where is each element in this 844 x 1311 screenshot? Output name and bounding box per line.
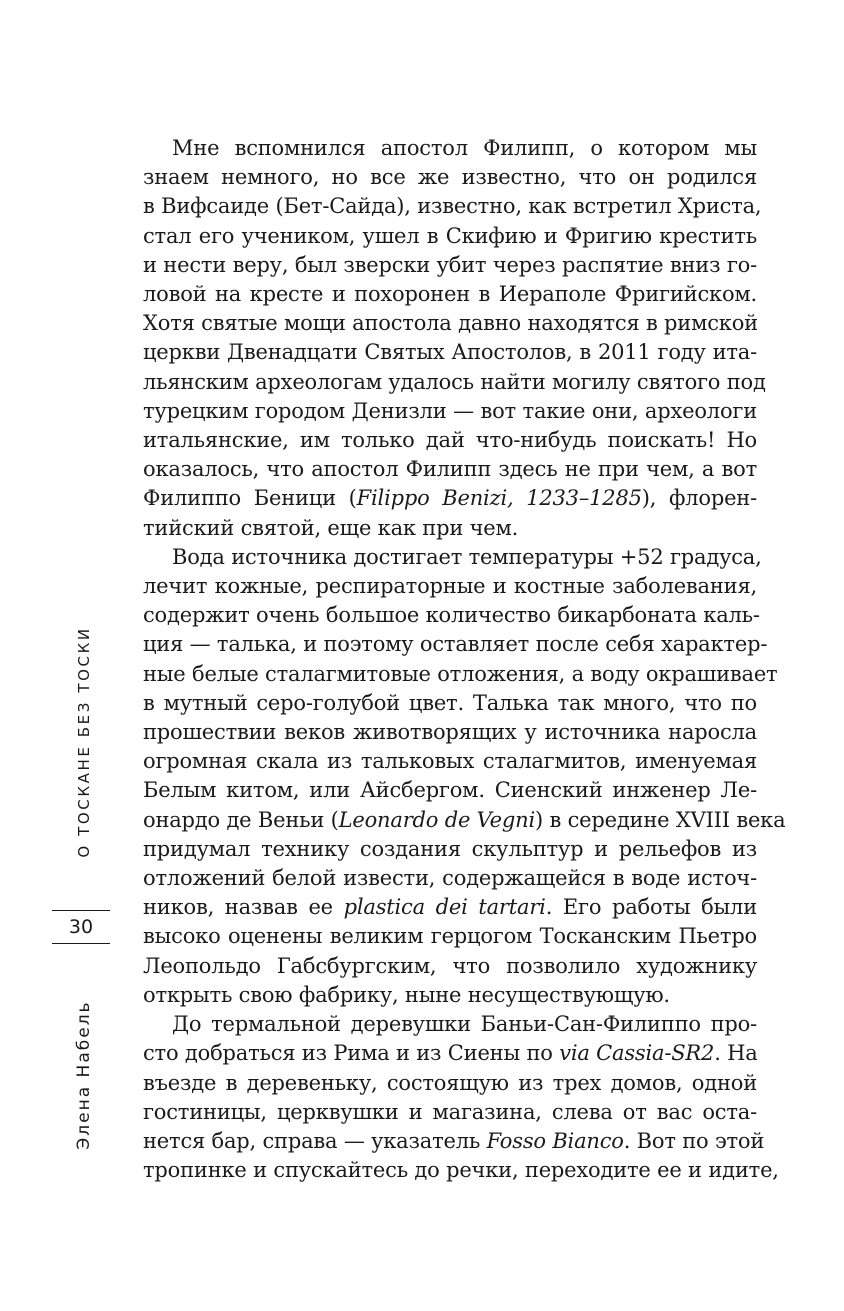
text-run: Хотя святые мощи апостола давно находятся в римской	[143, 311, 758, 336]
text-line	[143, 718, 757, 747]
italic-text: via Cassia-SR2	[559, 1041, 715, 1066]
text-run: ция — талька, и поэтому оставляет после себя характер-	[143, 632, 768, 657]
text-line	[143, 1156, 779, 1185]
text-run: огромная скала из тальковых сталагмитов, именуемая	[143, 749, 757, 774]
text-run: ные белые сталагмитовые отложения, а воду окрашивает	[143, 661, 778, 686]
text-run: Белым китом, или Айсбергом. Сиенский инженер Ле-	[143, 778, 757, 803]
text-line	[143, 981, 757, 1010]
text-run: придумал технику создания скульптур и рельефов из	[143, 836, 757, 861]
text-run: ), флорен-	[641, 486, 757, 511]
italic-text: Filippo Benizi, 1233–1285	[356, 486, 642, 511]
text-run: . Вот по этой	[623, 1128, 765, 1153]
text-line	[143, 952, 757, 981]
text-run: въезде в деревеньку, состоящую из трех домов, одной	[143, 1070, 757, 1095]
page-number: 30	[68, 916, 94, 938]
text-run: лечит кожные, респираторные и костные заболевания,	[143, 574, 757, 599]
text-line	[143, 251, 757, 280]
text-run: Вода источника достигает температуры +52 градуса,	[172, 544, 762, 569]
text-line	[143, 309, 757, 338]
text-run: стал его учеником, ушел в Скифию и Фригию крестить	[143, 223, 757, 248]
text-run: . Его работы были	[545, 895, 757, 920]
text-run: тийский святой, еще как при чем.	[143, 515, 519, 540]
text-line	[143, 338, 757, 367]
text-line	[143, 280, 757, 309]
text-line	[143, 426, 757, 455]
text-run: в Вифсаиде (Бет-Сайда), известно, как встретил Христа,	[143, 194, 762, 219]
paragraph	[143, 543, 786, 1010]
body-text	[143, 134, 786, 1185]
text-run: Леопольдо Габсбургским, что позволило художнику	[143, 953, 757, 978]
text-line	[143, 484, 757, 513]
text-line	[143, 134, 757, 163]
text-run: содержит очень большое количество бикарбоната каль-	[143, 603, 760, 628]
text-run: турецким городом Денизли — вот такие они, археологи	[143, 398, 757, 423]
text-line	[143, 893, 757, 922]
text-line	[143, 689, 757, 718]
page-number-rule-top	[52, 910, 110, 911]
text-line	[143, 368, 766, 397]
text-run: итальянские, им только дай что-нибудь поискать! Но	[143, 428, 757, 453]
text-line	[143, 1010, 757, 1039]
text-run: в мутный серо-голубой цвет. Талька так много, что по	[143, 690, 757, 715]
text-line	[143, 630, 768, 659]
text-line	[143, 222, 757, 251]
text-line	[143, 1127, 765, 1156]
text-line	[143, 922, 757, 951]
text-line	[143, 572, 757, 601]
italic-text: Leonardo de Vegni	[338, 807, 535, 832]
text-line	[143, 806, 786, 835]
page-number-rule-bottom	[52, 943, 110, 944]
italic-text: Fosso Bianco	[486, 1128, 624, 1153]
text-run: открыть свою фабрику, ныне несуществующую.	[143, 982, 670, 1007]
text-line	[143, 1039, 757, 1068]
italic-text: plastica dei tartari	[343, 895, 546, 920]
text-run: и нести веру, был зверски убит через распятие вниз го-	[143, 252, 757, 277]
text-line	[143, 1098, 757, 1127]
text-run: знаем немного, но все же известно, что он родился	[143, 165, 757, 190]
text-run: сто добраться из Рима и из Сиены по	[143, 1041, 560, 1066]
text-run: льянским археологам удалось найти могилу святого под	[143, 369, 766, 394]
text-run: . На	[714, 1041, 758, 1066]
text-run: ников, назвав ее	[143, 895, 344, 920]
text-run: высоко оценены великим герцогом Тосканским Пьетро	[143, 924, 757, 949]
author-name-text: Элена Набель	[74, 1000, 94, 1150]
text-run: оказалось, что апостол Филипп здесь не при чем, а вот	[143, 457, 757, 482]
text-line	[143, 514, 757, 543]
text-line	[143, 835, 757, 864]
text-run: прошествии веков животворящих у источника наросла	[143, 720, 757, 745]
text-run: нется бар, справа — указатель	[143, 1128, 487, 1153]
text-run: отложений белой извести, содержащейся в воде источ-	[143, 866, 757, 891]
text-line	[143, 864, 757, 893]
text-line	[143, 660, 778, 689]
text-line	[143, 192, 762, 221]
text-line	[143, 543, 762, 572]
text-line	[143, 1069, 757, 1098]
text-run: Филиппо Беници (	[143, 486, 357, 511]
text-run: гостиницы, церквушки и магазина, слева от вас оста-	[143, 1099, 757, 1124]
text-line	[143, 397, 757, 426]
text-run: тропинке и спускайтесь до речки, переходите ее и идите,	[143, 1158, 779, 1183]
text-line	[143, 163, 757, 192]
text-line	[143, 601, 760, 630]
text-run: Мне вспомнился апостол Филипп, о котором мы	[172, 136, 757, 160]
text-run: До термальной деревушки Баньи-Сан-Филиппо про-	[172, 1012, 757, 1037]
running-title-text: О ТОСКАНЕ БЕЗ ТОСКИ	[75, 626, 93, 858]
text-run: онардо де Веньи (	[143, 807, 339, 832]
text-line	[143, 776, 757, 805]
paragraph	[143, 134, 766, 543]
text-run: ) в середине XVIII века	[535, 807, 786, 832]
paragraph	[143, 1010, 779, 1185]
text-run: ловой на кресте и похоронен в Иераполе Фригийском.	[143, 282, 757, 307]
text-line	[143, 455, 757, 484]
text-line	[143, 747, 757, 776]
text-run: церкви Двенадцати Святых Апостолов, в 2011 году ита-	[143, 340, 757, 365]
